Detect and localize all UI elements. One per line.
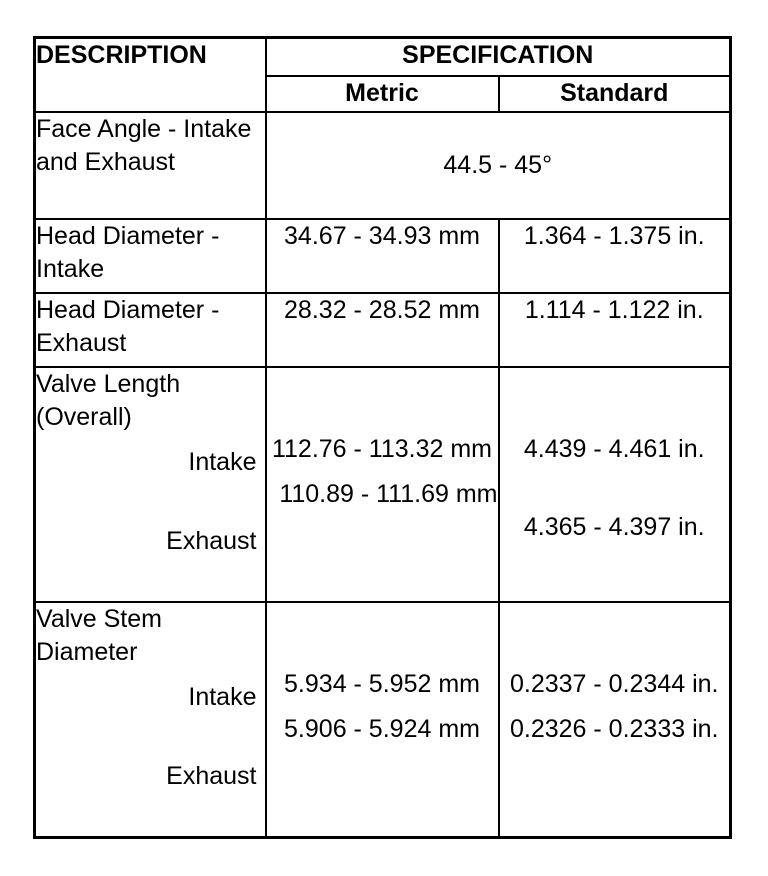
valve-stem-diameter-row	[35, 602, 731, 838]
valve-length-label: Valve Length (Overall)	[36, 370, 181, 431]
valve-stem-diameter-label: Valve Stem Diameter	[36, 605, 162, 666]
valve-stem-exhaust-label: Exhaust	[166, 762, 257, 790]
valve-length-intake-metric: 112.76 - 113.32 mm	[271, 435, 493, 463]
valve-length-exhaust-metric: 110.89 - 111.69 mm	[279, 480, 498, 508]
face-angle-label: Face Angle - Intake and Exhaust	[35, 112, 266, 219]
valve-length-intake-label: Intake	[188, 448, 257, 476]
valve-specification-table	[33, 36, 732, 839]
valve-length-description-cell	[35, 367, 266, 602]
valve-length-metric-cell	[266, 367, 499, 602]
valve-stem-intake-metric: 5.934 - 5.952 mm	[284, 670, 480, 698]
valve-length-standard-cell	[499, 367, 731, 602]
head-diameter-intake-standard: 1.364 - 1.375 in.	[499, 219, 731, 293]
valve-stem-description-cell	[35, 602, 266, 838]
valve-stem-exhaust-standard: 0.2326 - 0.2333 in.	[510, 715, 719, 743]
header-row	[35, 38, 731, 77]
specification-header: SPECIFICATION	[266, 38, 731, 77]
valve-length-row	[35, 367, 731, 602]
valve-length-exhaust-standard: 4.365 - 4.397 in.	[523, 513, 705, 541]
head-diameter-intake-metric: 34.67 - 34.93 mm	[266, 219, 499, 293]
valve-stem-intake-label: Intake	[188, 683, 257, 711]
valve-length-intake-standard: 4.439 - 4.461 in.	[523, 435, 705, 463]
metric-header: Metric	[266, 76, 499, 112]
valve-length-exhaust-label: Exhaust	[166, 527, 257, 555]
head-diameter-intake-row	[35, 219, 731, 293]
face-angle-value: 44.5 - 45°	[266, 112, 731, 219]
head-diameter-intake-label: Head Diameter - Intake	[35, 219, 266, 293]
valve-stem-exhaust-metric: 5.906 - 5.924 mm	[284, 715, 480, 743]
head-diameter-exhaust-metric: 28.32 - 28.52 mm	[266, 293, 499, 367]
standard-header: Standard	[499, 76, 731, 112]
valve-stem-standard-cell	[499, 602, 731, 838]
face-angle-row	[35, 112, 731, 219]
head-diameter-exhaust-label: Head Diameter - Exhaust	[35, 293, 266, 367]
description-header: DESCRIPTION	[35, 38, 266, 113]
head-diameter-exhaust-row	[35, 293, 731, 367]
head-diameter-exhaust-standard: 1.114 - 1.122 in.	[499, 293, 731, 367]
valve-stem-metric-cell	[266, 602, 499, 838]
valve-stem-intake-standard: 0.2337 - 0.2344 in.	[510, 670, 719, 698]
